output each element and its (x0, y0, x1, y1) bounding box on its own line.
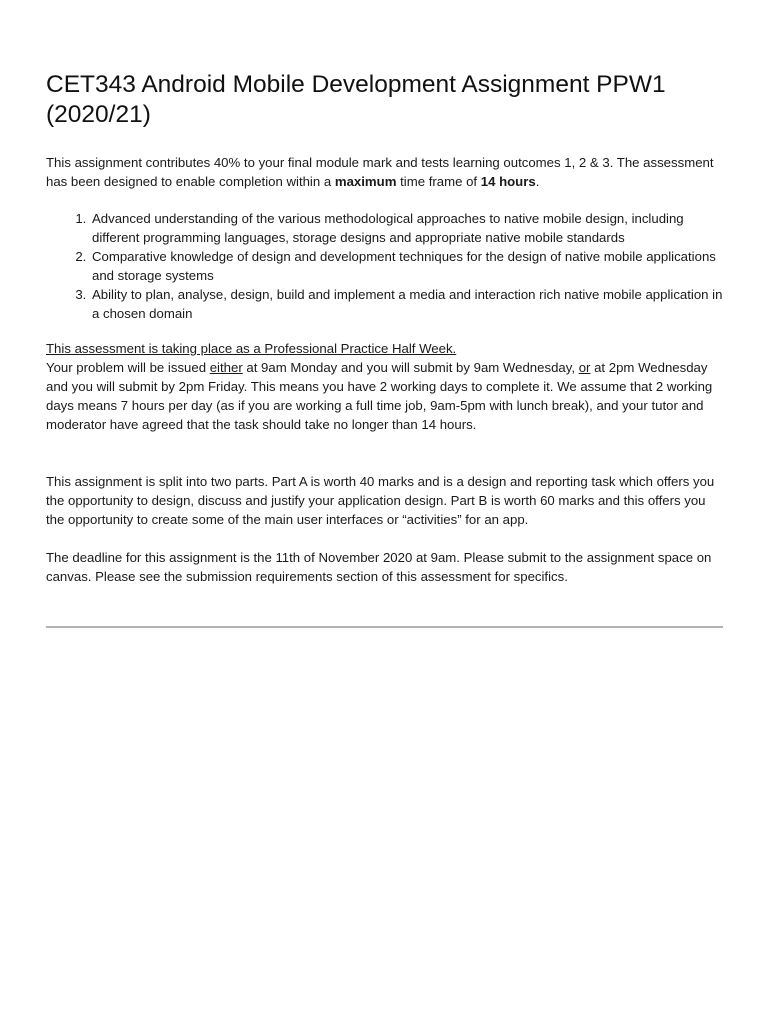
practice-or: or (578, 360, 591, 375)
intro-text-1: This assignment contributes 40% to your final module mark and tests learning outcomes 1, 2 & 3. The assessment has been designed to enable completion within a (46, 155, 714, 189)
document-title: CET343 Android Mobile Development Assignment PPW1 (2020/21) (46, 71, 666, 128)
practice-heading: This assessment is taking place as a Professional Practice Half Week. (46, 341, 457, 356)
learning-outcomes-list (46, 209, 726, 323)
practice-text-1: Your problem will be issued (46, 360, 210, 375)
practice-text-2: at 9am Monday and you will submit by 9am Wednesday, (242, 360, 579, 375)
deadline-paragraph: The deadline for this assignment is the 11th of November 2020 at 9am. Please submit to the assignment space on canvas. Please see the submission requirements section of this assessment for specifics. (46, 550, 712, 584)
practice-either: either (209, 360, 243, 375)
practice-paragraph (46, 358, 726, 434)
learning-outcome-item: 3. Ability to plan, analyse, design, build and implement a media and interaction rich native mobile application in a chosen domain (90, 285, 726, 323)
section-divider (46, 626, 723, 628)
intro-paragraph (46, 153, 726, 191)
intro-text-2: time frame of (396, 174, 481, 189)
intro-text-3: . (535, 174, 540, 189)
learning-outcome-item: 1. Advanced understanding of the various methodological approaches to native mobile design, including different programming languages, storage designs and appropriate native mobile standards (90, 209, 726, 247)
document-page (46, 70, 726, 586)
practice-text-3: at 2pm Wednesday and you will submit by 2pm Friday. This means you have 2 working days to complete it. We assume that 2 working days means 7 hours per day (as if you are working a full time job, 9am-5pm with lunch break), and your tutor and moderator have agreed that the task should take no longer than 14 hours. (46, 360, 713, 432)
split-paragraph: This assignment is split into two parts. Part A is worth 40 marks and is a design and reporting task which offers you the opportunity to design, discuss and justify your application design. Part B is worth 60 marks and this offers you the opportunity to create some of the main user interfaces or “activities” for an app. (46, 474, 715, 527)
intro-bold-hours: 14 hours (480, 174, 536, 189)
intro-bold-maximum: maximum (334, 174, 397, 189)
learning-outcome-item: 2. Comparative knowledge of design and development techniques for the design of native mobile applications and storage systems (90, 247, 726, 285)
